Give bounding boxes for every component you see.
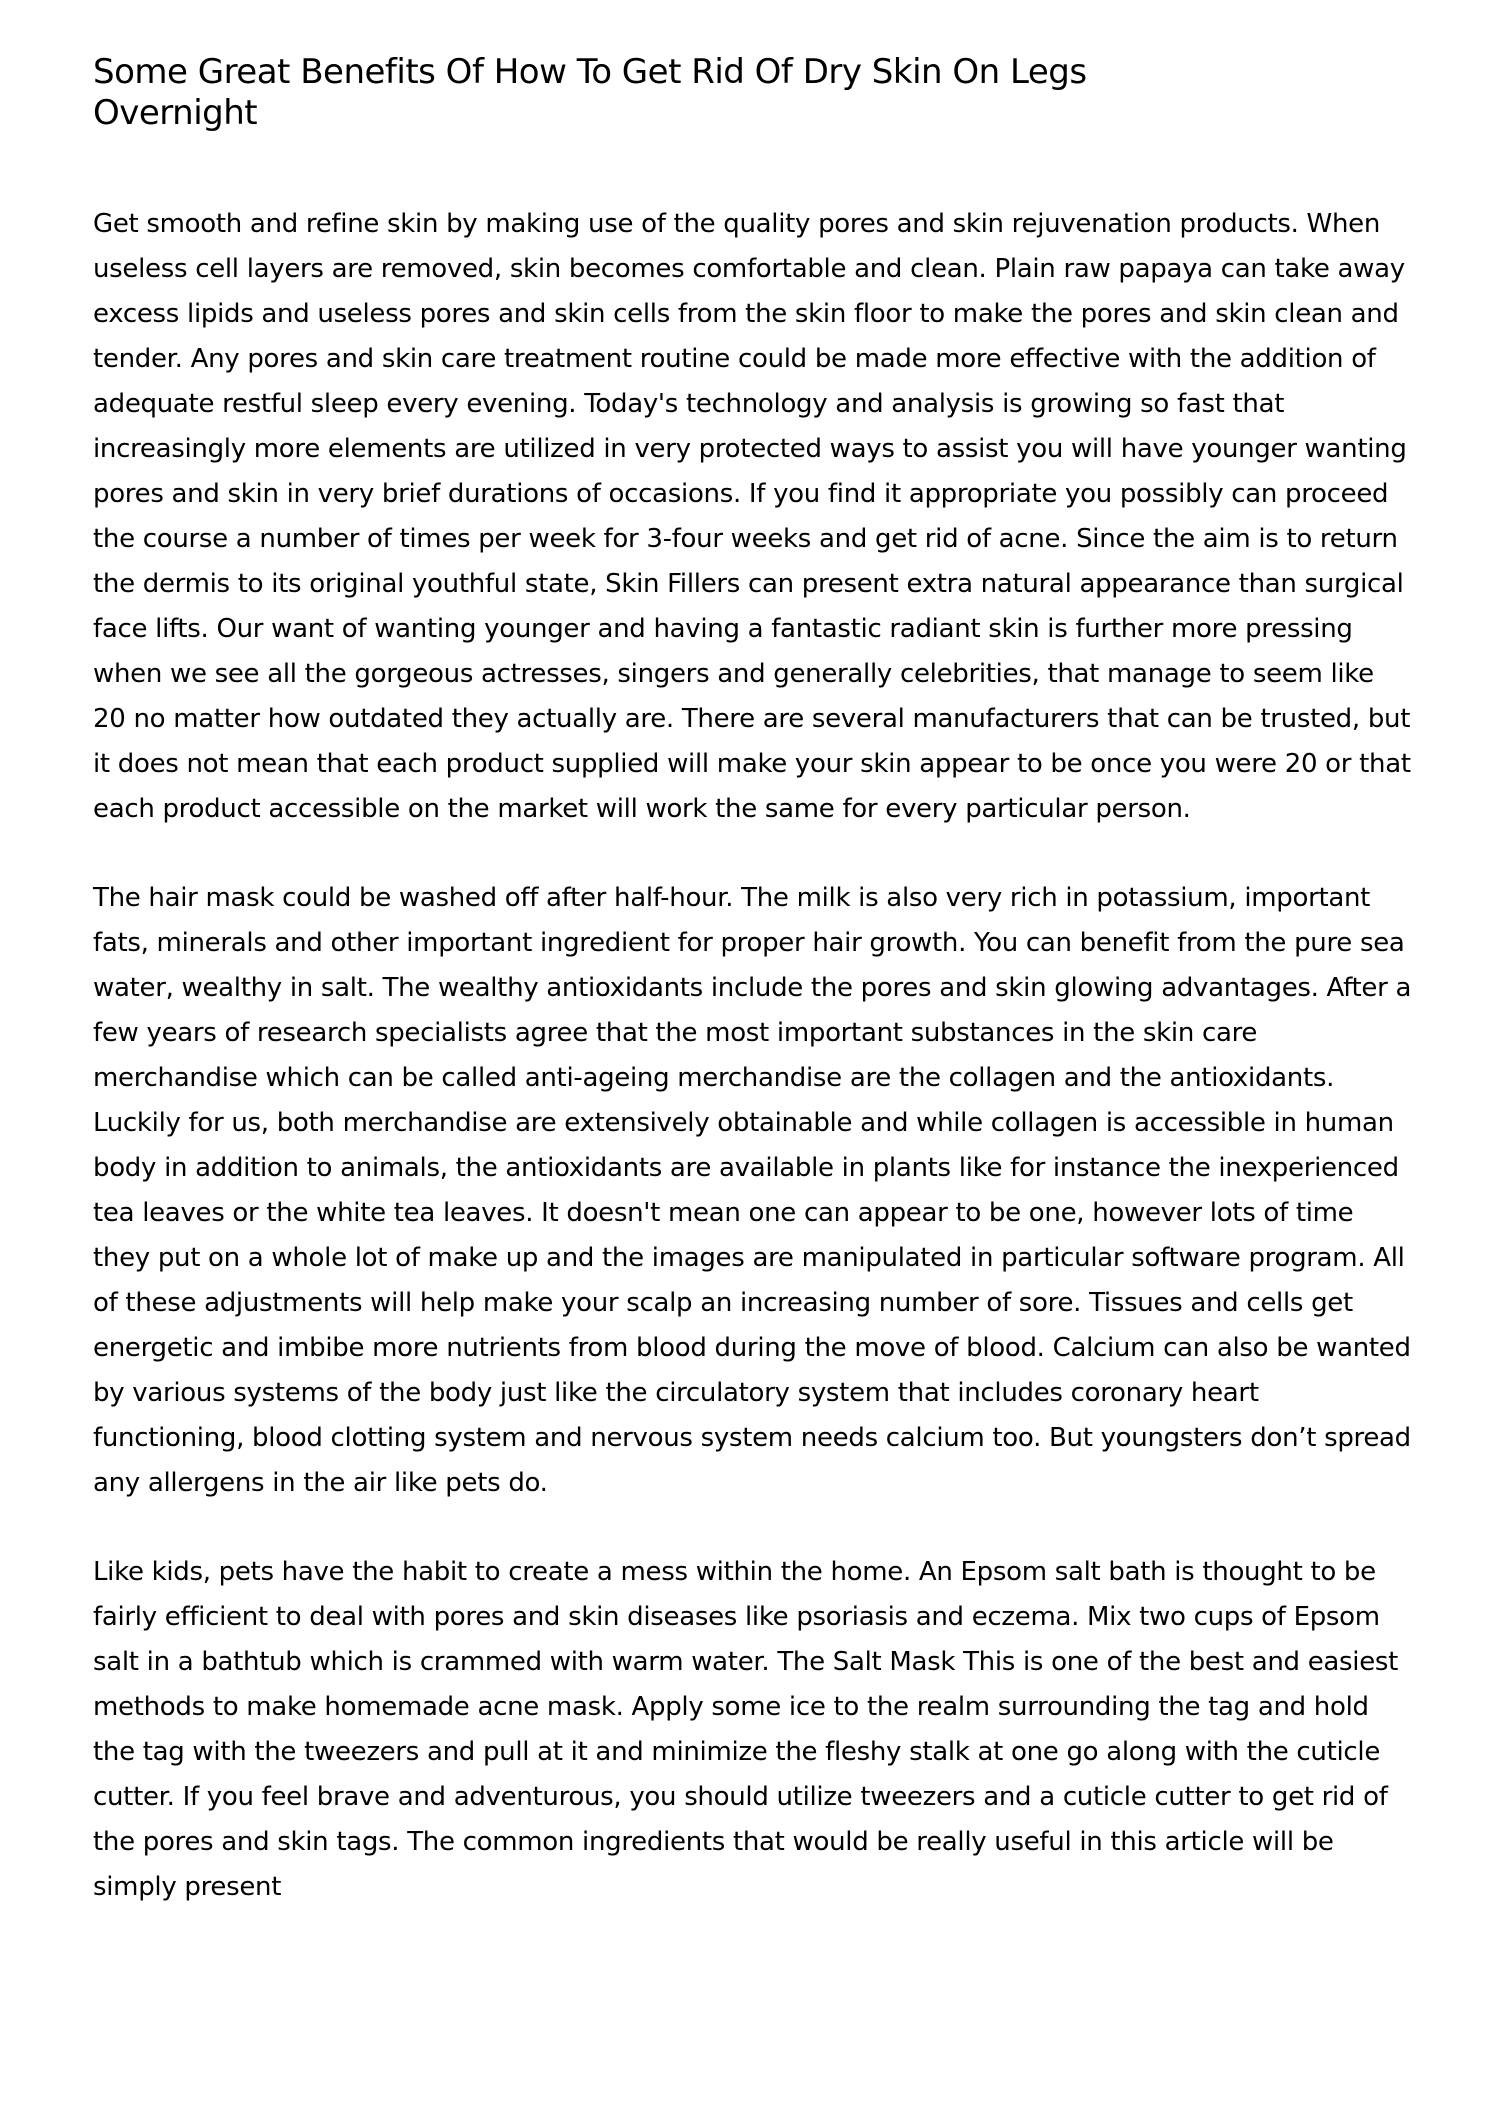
page-title: Some Great Benefits Of How To Get Rid Of Dry Skin On Legs Overnight xyxy=(93,52,1087,133)
article-paragraph-1: Get smooth and refine skin by making use of the quality pores and skin rejuvenation products. When useless cell layers are removed, skin becomes comfortable and clean. Plain raw papaya can take away excess lipids and useless pores and skin cells from the skin floor to make the pores and skin clean and tender. Any pores and skin care treatment routine could be made more effective with the addition of adequate restful sleep every evening. Today's technology and analysis is growing so fast that increasingly more elements are utilized in very protected ways to assist you will have younger wanting pores and skin in very brief durations of occasions. If you find it appropriate you possibly can proceed the course a number of times per week for 3-four weeks and get rid of acne. Since the aim is to return the dermis to its original youthful state, Skin Fillers can present extra natural appearance than surgical face lifts. Our want of wanting younger and having a fantastic radiant skin is further more pressing when we see all the gorgeous actresses, singers and generally celebrities, that manage to seem like 20 no matter how outdated they actually are. There are several manufacturers that can be trusted, but it does not mean that each product supplied will make your skin appear to be once you were 20 or that each product accessible on the market will work the same for every particular person. xyxy=(93,209,1411,824)
article-paragraph-2: The hair mask could be washed off after half-hour. The milk is also very rich in potassium, important fats, minerals and other important ingredient for proper hair growth. You can benefit from the pure sea water, wealthy in salt. The wealthy antioxidants include the pores and skin glowing advantages. After a few years of research specialists agree that the most important substances in the skin care merchandise which can be called anti-ageing merchandise are the collagen and the antioxidants. Luckily for us, both merchandise are extensively obtainable and while collagen is accessible in human body in addition to animals, the antioxidants are available in plants like for instance the inexperienced tea leaves or the white tea leaves. It doesn't mean one can appear to be one, however lots of time they put on a whole lot of make up and the images are manipulated in particular software program. All of these adjustments will help make your scalp an increasing number of sore. Tissues and cells get energetic and imbibe more nutrients from blood during the move of blood. Calcium can also be wanted by various systems of the body just like the circulatory system that includes coronary heart functioning, blood clotting system and nervous system needs calcium too. But youngsters don’t spread any allergens in the air like pets do. xyxy=(93,883,1412,1498)
article-paragraph-3: Like kids, pets have the habit to create a mess within the home. An Epsom salt bath is thought to be fairly efficient to deal with pores and skin diseases like psoriasis and eczema. Mix two cups of Epsom salt in a bathtub which is crammed with warm water. The Salt Mask This is one of the best and easiest methods to make homemade acne mask. Apply some ice to the realm surrounding the tag and hold the tag with the tweezers and pull at it and minimize the fleshy stalk at one go along with the cuticle cutter. If you feel brave and adventurous, you should utilize tweezers and a cuticle cutter to get rid of the pores and skin tags. The common ingredients that would be really useful in this article will be simply present xyxy=(93,1557,1399,1902)
